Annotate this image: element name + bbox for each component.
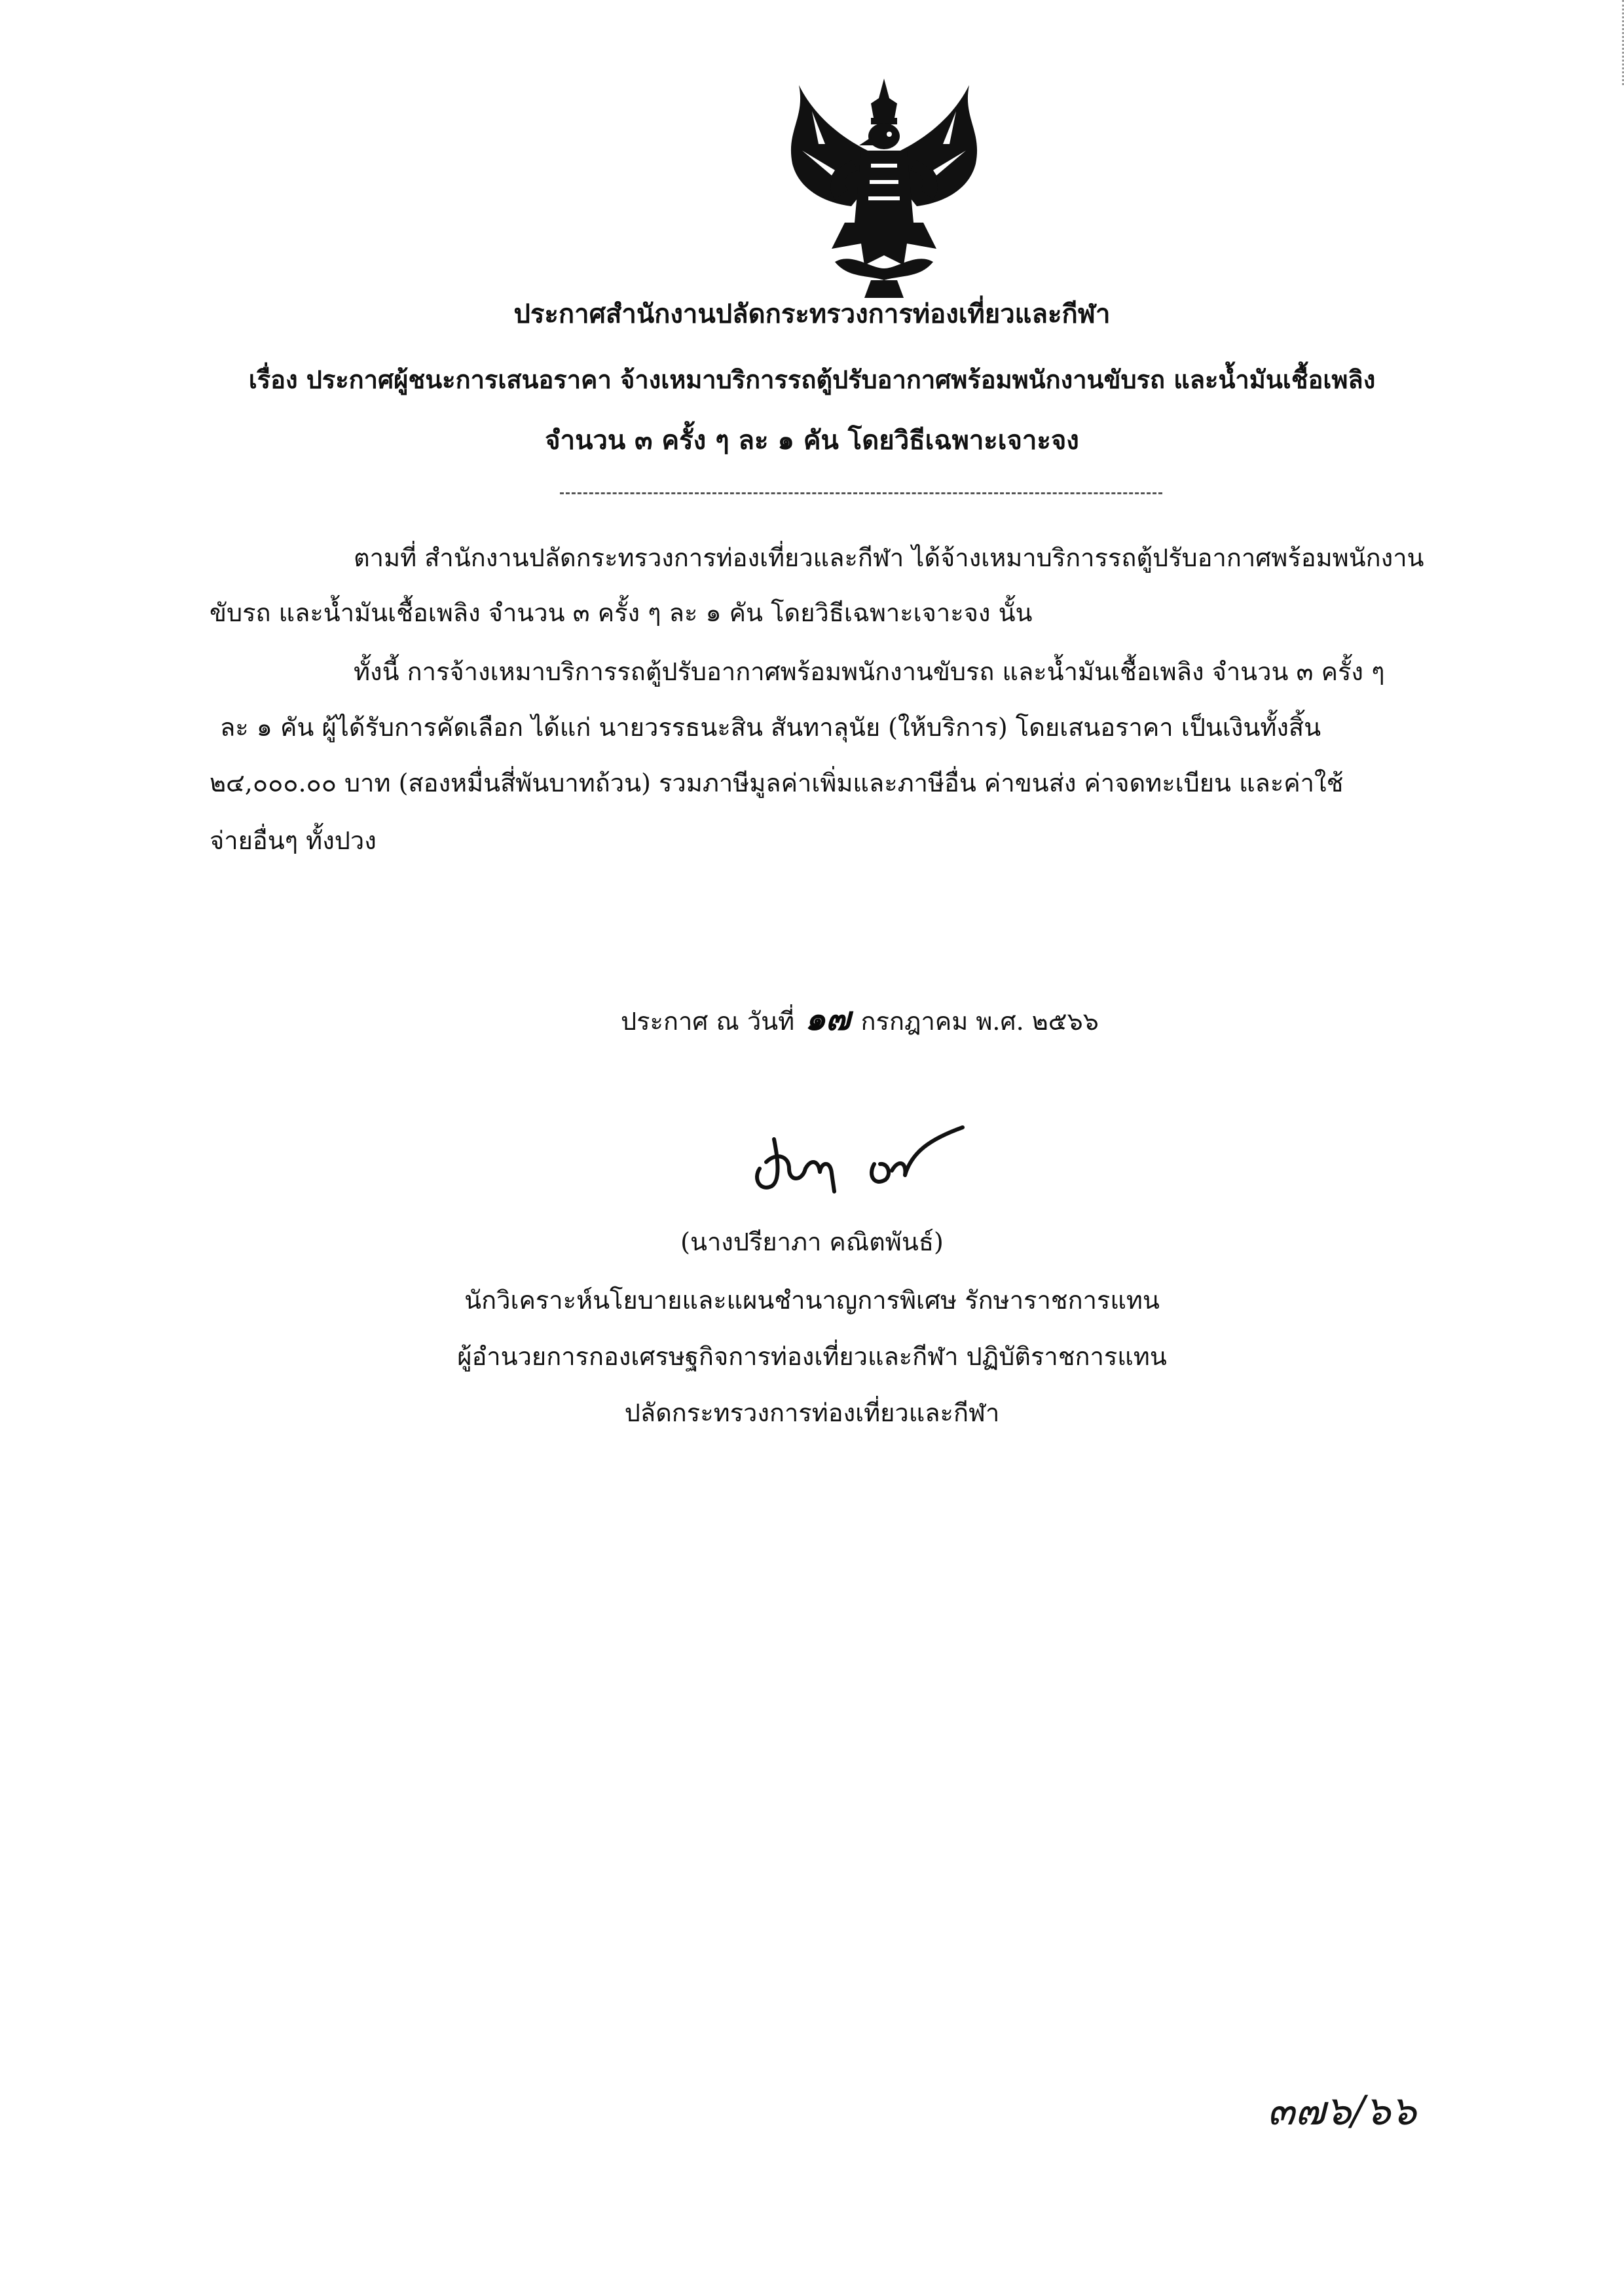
signatory-position-line3: ปลัดกระทรวงการท่องเที่ยวและกีฬา: [624, 1398, 1000, 1427]
handwritten-signature: [740, 1113, 982, 1205]
body-paragraph1-line1: ตามที่ สำนักงานปลัดกระทรวงการท่องเที่ยวและกีฬา ได้จ้างเหมาบริการรถตู้ปรับอากาศพร้อมพนักงาน: [354, 543, 1424, 572]
scan-edge-mark: [1619, 0, 1624, 85]
garuda-emblem-icon: [773, 72, 995, 301]
signatory-position-line2: ผู้อำนวยการกองเศรษฐกิจการท่องเที่ยวและกีฬา ปฏิบัติราชการแทน: [457, 1342, 1167, 1371]
body-paragraph2-line4: จ่ายอื่นๆ ทั้งปวง: [210, 826, 377, 855]
signatory-name: (นางปรียาภา คณิตพันธ์): [680, 1228, 944, 1256]
body-paragraph1-line2: ขับรถ และน้ำมันเชื้อเพลิง จำนวน ๓ ครั้ง ๆ ละ ๑ คัน โดยวิธีเฉพาะเจาะจง นั้น: [210, 598, 1033, 627]
date-prefix: ประกาศ ณ วันที่: [621, 1007, 795, 1036]
heading-divider: [560, 492, 1162, 494]
announcement-date: [621, 1000, 1099, 1040]
announcement-subject-line2: จำนวน ๓ ครั้ง ๆ ละ ๑ คัน โดยวิธีเฉพาะเจาะจง: [545, 425, 1079, 456]
body-paragraph2-line1: ทั้งนี้ การจ้างเหมาบริการรถตู้ปรับอากาศพร้อมพนักงานขับรถ และน้ำมันเชื้อเพลิง จำนวน ๓ ครั้ง ๆ: [354, 657, 1385, 686]
signatory-position-line1: นักวิเคราะห์นโยบายและแผนชำนาญการพิเศษ รักษาราชการแทน: [464, 1286, 1160, 1315]
announcement-title: ประกาศสำนักงานปลัดกระทรวงการท่องเที่ยวและกีฬา: [513, 299, 1111, 329]
date-month-year: กรกฎาคม พ.ศ. ๒๕๖๖: [860, 1007, 1099, 1036]
document-number: ๓๗๖/๖๖: [1267, 2086, 1416, 2134]
body-paragraph2-line2: ละ ๑ คัน ผู้ได้รับการคัดเลือก ได้แก่ นายวรรธนะสิน สันทาลุนัย (ให้บริการ) โดยเสนอราคา เป็นเงินทั้งสิ้น: [220, 713, 1321, 742]
announcement-subject: เรื่อง ประกาศผู้ชนะการเสนอราคา จ้างเหมาบริการรถตู้ปรับอากาศพร้อมพนักงานขับรถ และน้ำมันเชื้อเพลิง: [248, 365, 1376, 394]
date-day: ๑๗: [805, 1000, 851, 1038]
body-paragraph2-line3: ๒๔,๐๐๐.๐๐ บาท (สองหมื่นสี่พันบาทถ้วน) รวมภาษีมูลค่าเพิ่มและภาษีอื่น ค่าขนส่ง ค่าจดทะเบียน และค่าใช้: [210, 769, 1344, 797]
